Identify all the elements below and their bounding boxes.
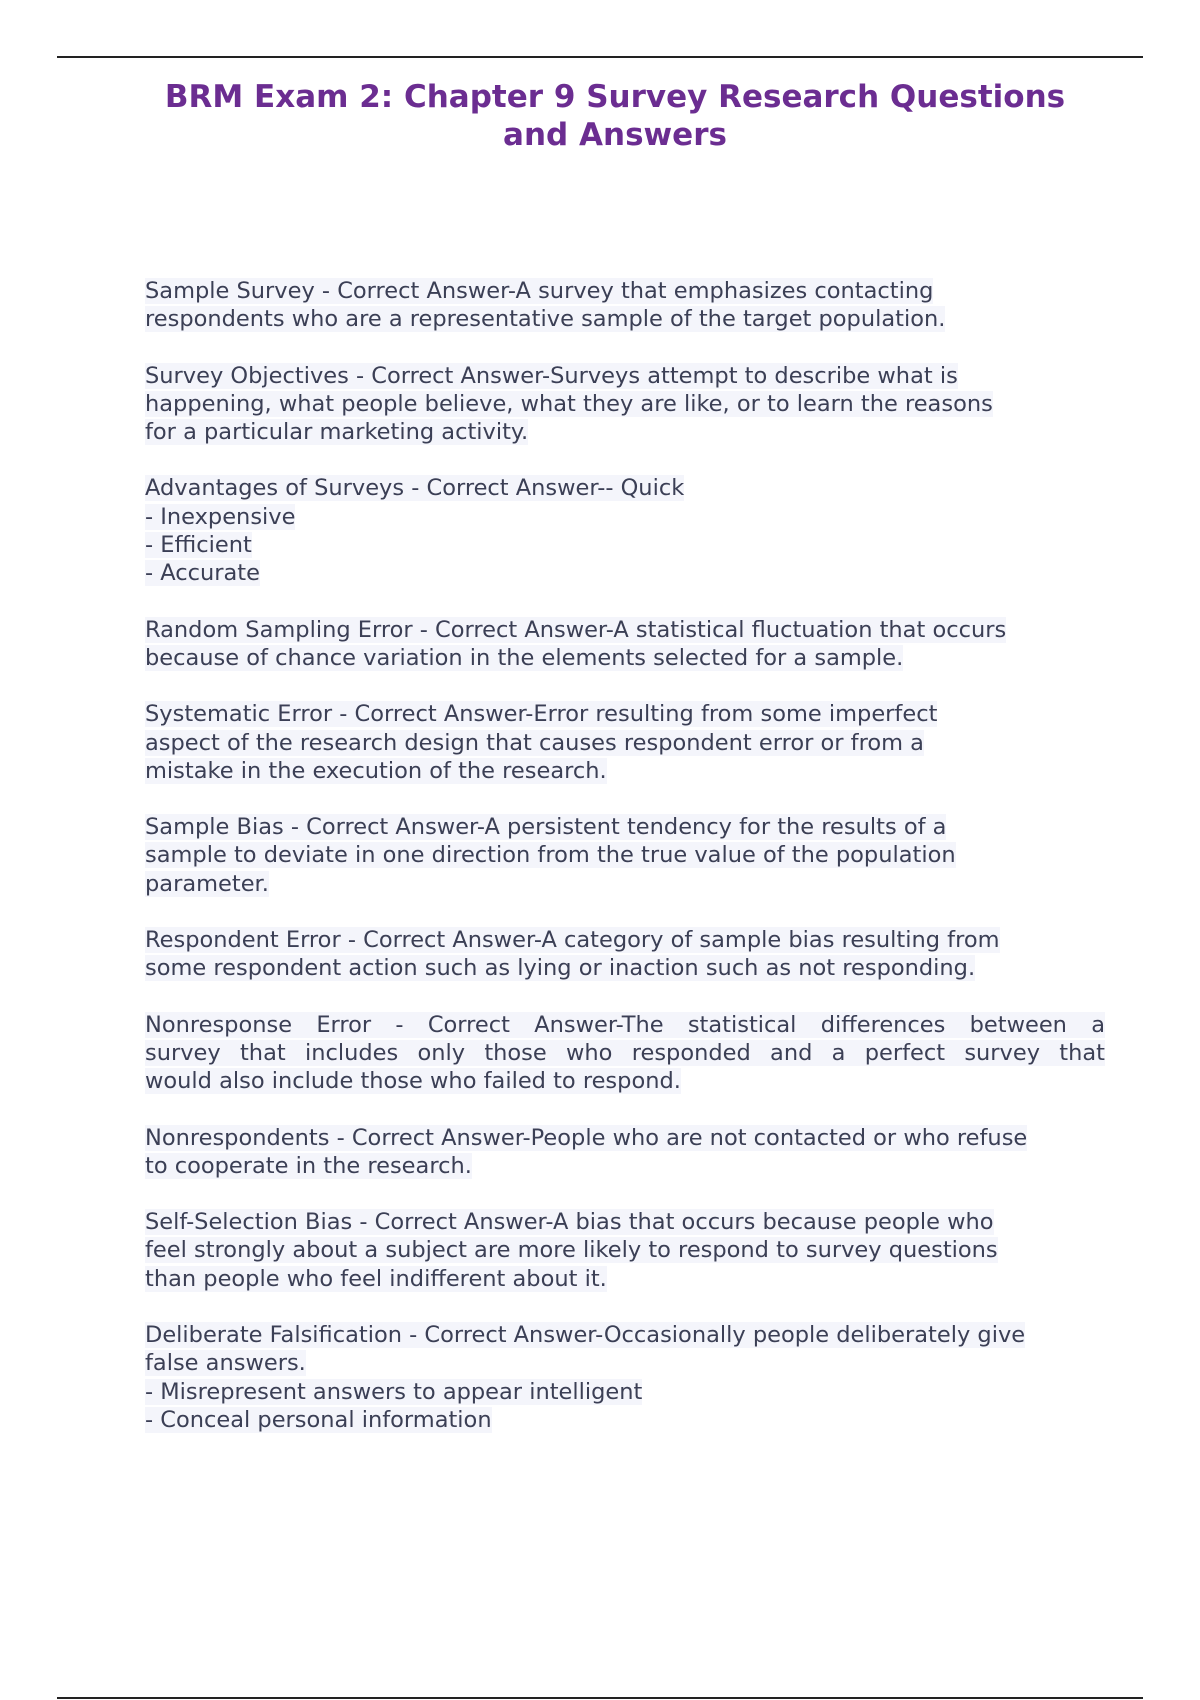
qa-line: Self-Selection Bias - Correct Answer-A bias that occurs because people who (145, 1209, 994, 1236)
qa-line: survey that includes only those who responded and a perfect survey that (145, 1039, 1105, 1066)
qa-line: - Inexpensive (145, 503, 296, 530)
qa-line: Advantages of Surveys - Correct Answer-- Quick (145, 475, 685, 502)
qa-line: because of chance variation in the elements selected for a sample. (145, 644, 904, 671)
qa-line: Nonresponse Error - Correct Answer-The statistical differences between a (145, 1011, 1105, 1038)
qa-line: for a particular marketing activity. (145, 419, 529, 446)
top-rule (57, 56, 1143, 58)
qa-line: sample to deviate in one direction from the true value of the population (145, 842, 956, 869)
qa-entry-respondent-error (145, 926, 1105, 983)
qa-line: - Efficient (145, 532, 252, 559)
qa-entry-sample-survey (145, 277, 1105, 334)
qa-entry-nonresponse-error (145, 1011, 1105, 1096)
qa-line: false answers. (145, 1350, 306, 1377)
qa-line: - Conceal personal information (145, 1406, 492, 1433)
qa-line: than people who feel indifferent about it. (145, 1265, 607, 1292)
qa-line: - Misrepresent answers to appear intelligent (145, 1378, 643, 1405)
qa-line: would also include those who failed to respond. (145, 1068, 681, 1095)
qa-entry-self-selection-bias (145, 1208, 1105, 1293)
qa-entry-survey-objectives (145, 362, 1105, 447)
qa-line: Random Sampling Error - Correct Answer-A statistical fluctuation that occurs (145, 616, 1007, 643)
qa-entry-nonrespondents (145, 1124, 1105, 1181)
qa-line: aspect of the research design that causes respondent error or from a (145, 729, 924, 756)
qa-line: - Accurate (145, 560, 260, 587)
qa-line: happening, what people believe, what they are like, or to learn the reasons (145, 390, 993, 417)
qa-line: Sample Survey - Correct Answer-A survey that emphasizes contacting (145, 278, 934, 304)
qa-line: Systematic Error - Correct Answer-Error resulting from some imperfect (145, 701, 938, 728)
title-line-2: and Answers (503, 117, 727, 153)
bottom-rule (57, 1697, 1143, 1699)
qa-entry-deliberate-falsification (145, 1321, 1105, 1434)
qa-line: Respondent Error - Correct Answer-A category of sample bias resulting from (145, 927, 1000, 954)
qa-entry-systematic-error (145, 700, 1105, 785)
qa-line: Sample Bias - Correct Answer-A persistent tendency for the results of a (145, 814, 947, 841)
qa-entry-sample-bias (145, 813, 1105, 898)
qa-line: to cooperate in the research. (145, 1152, 472, 1179)
title-line-1: BRM Exam 2: Chapter 9 Survey Research Questions (164, 79, 1066, 115)
qa-entry-advantages-of-surveys (145, 474, 1105, 587)
page-title (130, 78, 1100, 154)
qa-line: mistake in the execution of the research. (145, 757, 607, 784)
qa-line: parameter. (145, 870, 269, 897)
qa-line: respondents who are a representative sample of the target population. (145, 306, 946, 333)
qa-line: Nonrespondents - Correct Answer-People who are not contacted or who refuse (145, 1124, 1028, 1151)
qa-entry-random-sampling-error (145, 616, 1105, 673)
qa-list (145, 277, 1105, 1462)
qa-line: Survey Objectives - Correct Answer-Surveys attempt to describe what is (145, 362, 958, 389)
qa-line: Deliberate Falsification - Correct Answer-Occasionally people deliberately give (145, 1322, 1026, 1349)
qa-line: feel strongly about a subject are more likely to respond to survey questions (145, 1237, 998, 1264)
qa-line: some respondent action such as lying or inaction such as not responding. (145, 955, 976, 982)
